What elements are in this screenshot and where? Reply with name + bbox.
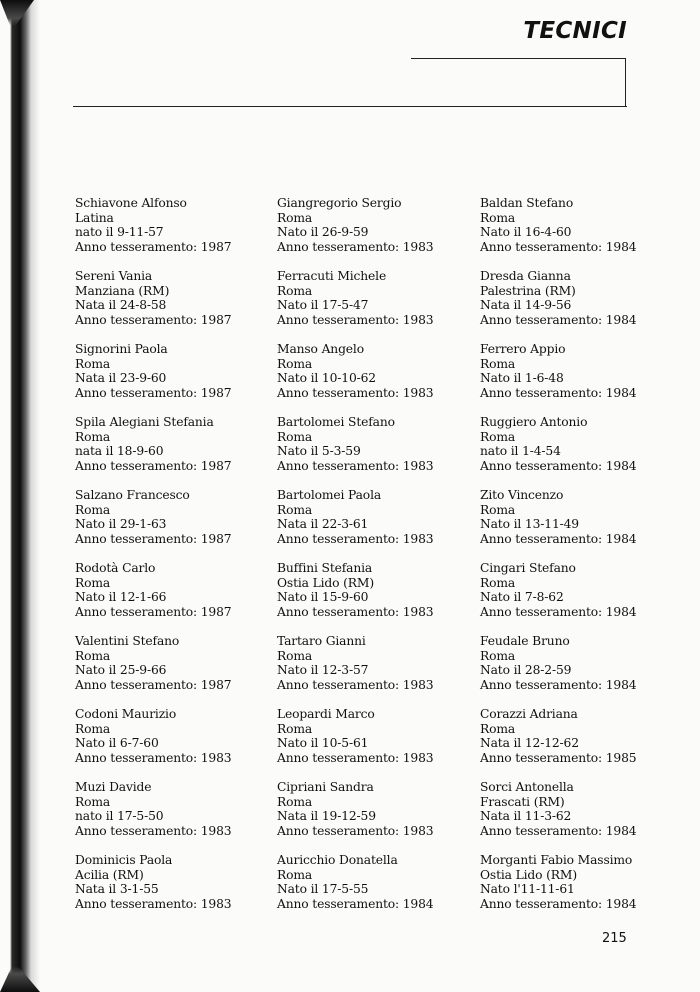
technician-place: Roma [277, 210, 313, 225]
technician-place: Roma [277, 283, 313, 298]
technician-entry [75, 488, 270, 561]
technician-name: Manso Angelo [277, 342, 364, 356]
technician-registration-year: Anno tesseramento: 1987 [75, 677, 232, 692]
technician-name: Muzi Davide [75, 780, 152, 794]
technician-place: Roma [75, 429, 111, 444]
technician-place: Ostia Lido (RM) [277, 575, 374, 590]
technician-entry [277, 342, 472, 415]
technician-entry [480, 196, 675, 269]
technician-place: Frascati (RM) [480, 794, 565, 809]
technician-entry [75, 415, 270, 488]
technician-birth-date: Nato l'11-11-61 [480, 882, 575, 897]
technician-birth-date: Nata il 14-9-56 [480, 298, 572, 313]
technician-place: Roma [480, 502, 516, 517]
technician-entry [75, 269, 270, 342]
technician-birth-date: nato il 9-11-57 [75, 225, 164, 240]
technician-name: Salzano Francesco [75, 488, 190, 502]
technician-entry [75, 561, 270, 634]
technician-registration-year: Anno tesseramento: 1984 [480, 604, 637, 619]
technician-registration-year: Anno tesseramento: 1984 [480, 239, 637, 254]
technician-place: Roma [277, 502, 313, 517]
technician-entry [75, 707, 270, 780]
technician-birth-date: Nata il 3-1-55 [75, 882, 159, 897]
header-rule [73, 106, 627, 107]
technician-place: Roma [480, 429, 516, 444]
technician-registration-year: Anno tesseramento: 1983 [277, 458, 434, 473]
technician-name: Cipriani Sandra [277, 780, 374, 794]
technician-registration-year: Anno tesseramento: 1984 [480, 896, 637, 911]
technician-place: Roma [480, 575, 516, 590]
technician-registration-year: Anno tesseramento: 1984 [277, 896, 434, 911]
technician-entry [75, 342, 270, 415]
technician-registration-year: Anno tesseramento: 1987 [75, 604, 232, 619]
technician-birth-date: Nata il 22-3-61 [277, 517, 369, 532]
technician-place: Palestrina (RM) [480, 283, 576, 298]
technician-entry [277, 561, 472, 634]
technician-registration-year: Anno tesseramento: 1984 [480, 312, 637, 327]
technician-place: Roma [75, 648, 111, 663]
technician-entry [75, 853, 270, 926]
technician-name: Signorini Paola [75, 342, 168, 356]
technician-name: Spila Alegiani Stefania [75, 415, 214, 429]
technician-place: Roma [75, 502, 111, 517]
technician-name: Baldan Stefano [480, 196, 574, 210]
technician-birth-date: Nato il 29-1-63 [75, 517, 167, 532]
technician-name: Ferrero Appio [480, 342, 566, 356]
technician-entry [277, 196, 472, 269]
technician-entry [480, 853, 675, 926]
technician-registration-year: Anno tesseramento: 1987 [75, 312, 232, 327]
technician-birth-date: nato il 1-4-54 [480, 444, 561, 459]
technician-birth-date: Nato il 10-5-61 [277, 736, 369, 751]
technician-birth-date: Nata il 19-12-59 [277, 809, 376, 824]
technician-place: Roma [75, 794, 111, 809]
technician-registration-year: Anno tesseramento: 1983 [277, 239, 434, 254]
technician-place: Ostia Lido (RM) [480, 867, 577, 882]
technician-name: Valentini Stefano [75, 634, 180, 648]
technician-birth-date: nata il 18-9-60 [75, 444, 164, 459]
technician-name: Morganti Fabio Massimo [480, 853, 633, 867]
technician-name: Ferracuti Michele [277, 269, 387, 283]
technician-entry [277, 269, 472, 342]
technician-place: Acilia (RM) [75, 867, 144, 882]
technician-name: Auricchio Donatella [277, 853, 398, 867]
technician-registration-year: Anno tesseramento: 1983 [75, 750, 232, 765]
technician-birth-date: Nato il 6-7-60 [75, 736, 159, 751]
column-1 [75, 196, 270, 926]
technician-registration-year: Anno tesseramento: 1984 [480, 531, 637, 546]
technician-birth-date: Nata il 24-8-58 [75, 298, 167, 313]
technician-name: Sorci Antonella [480, 780, 574, 794]
technician-birth-date: Nato il 17-5-47 [277, 298, 369, 313]
technician-entry [75, 780, 270, 853]
technician-name: Ruggiero Antonio [480, 415, 588, 429]
technician-entry [480, 634, 675, 707]
technician-birth-date: Nata il 12-12-62 [480, 736, 579, 751]
technician-name: Sereni Vania [75, 269, 153, 283]
technician-name: Bartolomei Stefano [277, 415, 395, 429]
technician-name: Giangregorio Sergio [277, 196, 402, 210]
technician-birth-date: Nato il 5-3-59 [277, 444, 361, 459]
technician-name: Tartaro Gianni [277, 634, 366, 648]
technician-birth-date: Nato il 15-9-60 [277, 590, 369, 605]
technician-entry [480, 707, 675, 780]
technician-place: Roma [277, 867, 313, 882]
book-binding-shadow [0, 0, 40, 992]
technician-place: Roma [277, 648, 313, 663]
technician-registration-year: Anno tesseramento: 1983 [277, 677, 434, 692]
technician-entry [277, 488, 472, 561]
header-rule-box [411, 58, 626, 106]
technician-entry [277, 634, 472, 707]
technician-place: Roma [75, 575, 111, 590]
technician-birth-date: Nato il 10-10-62 [277, 371, 376, 386]
technician-name: Dominicis Paola [75, 853, 173, 867]
technician-place: Roma [480, 210, 516, 225]
technician-name: Corazzi Adriana [480, 707, 578, 721]
technician-registration-year: Anno tesseramento: 1987 [75, 531, 232, 546]
technician-birth-date: Nata il 23-9-60 [75, 371, 167, 386]
technician-place: Roma [277, 356, 313, 371]
column-3 [480, 196, 675, 926]
technician-entry [480, 488, 675, 561]
technician-place: Roma [75, 356, 111, 371]
technician-registration-year: Anno tesseramento: 1983 [277, 531, 434, 546]
technician-birth-date: Nato il 17-5-55 [277, 882, 369, 897]
technician-registration-year: Anno tesseramento: 1983 [277, 385, 434, 400]
technician-name: Schiavone Alfonso [75, 196, 187, 210]
technician-entry [277, 780, 472, 853]
technician-place: Roma [480, 648, 516, 663]
technician-entry [480, 561, 675, 634]
technician-registration-year: Anno tesseramento: 1984 [480, 385, 637, 400]
technician-place: Roma [480, 721, 516, 736]
technician-registration-year: Anno tesseramento: 1983 [75, 823, 232, 838]
technician-birth-date: Nato il 13-11-49 [480, 517, 579, 532]
technician-entry [277, 415, 472, 488]
technician-name: Dresda Gianna [480, 269, 571, 283]
technician-birth-date: nato il 17-5-50 [75, 809, 164, 824]
technician-name: Cingari Stefano [480, 561, 576, 575]
technician-registration-year: Anno tesseramento: 1983 [75, 896, 232, 911]
technician-place: Roma [75, 721, 111, 736]
technician-entry [75, 196, 270, 269]
technician-place: Roma [277, 429, 313, 444]
technician-registration-year: Anno tesseramento: 1984 [480, 458, 637, 473]
technician-name: Zito Vincenzo [480, 488, 564, 502]
technician-entry [277, 853, 472, 926]
technician-entry [480, 415, 675, 488]
technician-entry [480, 342, 675, 415]
technician-place: Roma [480, 356, 516, 371]
technician-entry [480, 780, 675, 853]
technician-birth-date: Nata il 11-3-62 [480, 809, 572, 824]
technician-entry [277, 707, 472, 780]
technician-birth-date: Nato il 26-9-59 [277, 225, 369, 240]
technician-registration-year: Anno tesseramento: 1984 [480, 677, 637, 692]
technician-registration-year: Anno tesseramento: 1983 [277, 823, 434, 838]
column-2 [277, 196, 472, 926]
technician-entry [480, 269, 675, 342]
technician-name: Feudale Bruno [480, 634, 570, 648]
technician-name: Bartolomei Paola [277, 488, 382, 502]
technician-registration-year: Anno tesseramento: 1985 [480, 750, 637, 765]
technician-place: Manziana (RM) [75, 283, 170, 298]
technician-birth-date: Nato il 12-3-57 [277, 663, 369, 678]
technician-name: Buffini Stefania [277, 561, 373, 575]
technician-place: Roma [277, 721, 313, 736]
technician-registration-year: Anno tesseramento: 1983 [277, 312, 434, 327]
technician-registration-year: Anno tesseramento: 1987 [75, 385, 232, 400]
technician-registration-year: Anno tesseramento: 1983 [277, 604, 434, 619]
technician-registration-year: Anno tesseramento: 1984 [480, 823, 637, 838]
page-number: 215 [602, 931, 627, 946]
technician-birth-date: Nato il 12-1-66 [75, 590, 167, 605]
section-title: TECNICI [523, 18, 627, 44]
technician-place: Latina [75, 210, 114, 225]
technician-place: Roma [277, 794, 313, 809]
technician-name: Leopardi Marco [277, 707, 375, 721]
technician-registration-year: Anno tesseramento: 1983 [277, 750, 434, 765]
technician-birth-date: Nato il 16-4-60 [480, 225, 572, 240]
technician-birth-date: Nato il 1-6-48 [480, 371, 564, 386]
technician-entry [75, 634, 270, 707]
technician-registration-year: Anno tesseramento: 1987 [75, 239, 232, 254]
technician-name: Rodotà Carlo [75, 561, 156, 575]
technician-name: Codoni Maurizio [75, 707, 177, 721]
technician-birth-date: Nato il 25-9-66 [75, 663, 167, 678]
technician-registration-year: Anno tesseramento: 1987 [75, 458, 232, 473]
technician-birth-date: Nato il 28-2-59 [480, 663, 572, 678]
technician-birth-date: Nato il 7-8-62 [480, 590, 564, 605]
